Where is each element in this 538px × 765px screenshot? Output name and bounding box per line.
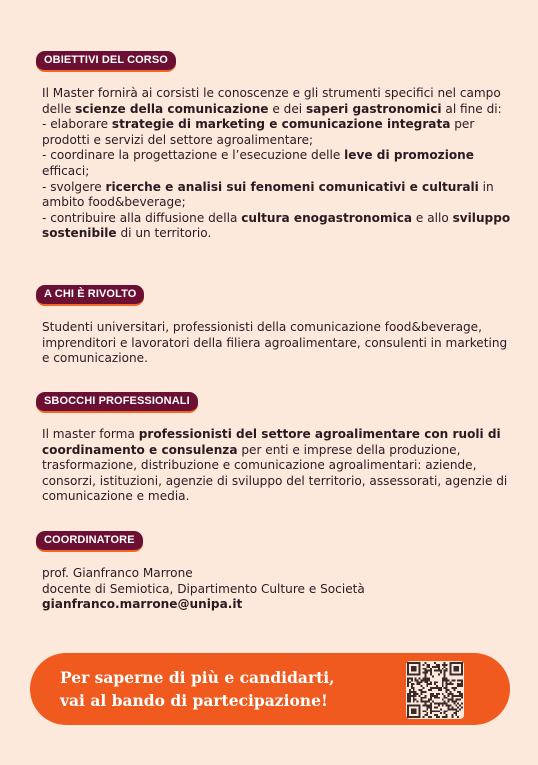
paragraph — [42, 180, 516, 211]
text-run: efficaci; — [42, 163, 90, 178]
text-run: prof. Gianfranco Marrone — [42, 566, 193, 580]
section-a-chi-e-rivolto — [36, 282, 516, 367]
text-run: e allo — [412, 210, 453, 225]
bold-text: leve di promozione — [344, 148, 474, 163]
paragraph — [42, 148, 516, 179]
bold-text: strategie di marketing e comunicazione integrata — [111, 117, 451, 132]
section-title-badge: SBOCCHI PROFESSIONALI — [36, 392, 198, 413]
section-title-badge: OBIETTIVI DEL CORSO — [36, 51, 176, 72]
paragraph — [42, 566, 516, 582]
text-run: per enti e imprese della produzione, trasformazione, distribuzione e comunicazione agroalimentari: aziende, consorzi, istituzioni, agenzie di sviluppo del territorio, assessorati, agenzie di comunicazione e media. — [42, 442, 508, 504]
cta-line-2: vai al bando di partecipazione! — [60, 691, 328, 710]
section-sbocchi-professionali — [36, 389, 516, 505]
text-run: Il master forma — [42, 427, 139, 441]
text-run: di un territorio. — [116, 226, 212, 241]
paragraph — [42, 86, 516, 117]
text-run: docente di Semiotica, Dipartimento Culture e Società — [42, 581, 365, 596]
section-body — [42, 86, 516, 242]
cta-banner[interactable] — [30, 653, 510, 725]
text-run: al fine di: — [441, 101, 502, 116]
paragraph — [42, 597, 516, 613]
section-body — [42, 566, 516, 613]
text-run: Studenti universitari, professionisti della comunicazione food&beverage, imprenditori e lavoratori della filiera agroalimentare, consulenti in marketing e comunicazione. — [42, 320, 508, 366]
section-title-badge: A CHI È RIVOLTO — [36, 285, 144, 306]
bold-text: ricerche e analisi sui fenomeni comunicativi e culturali — [105, 179, 479, 194]
bold-text: gianfranco.marrone@unipa.it — [42, 597, 243, 612]
qr-code-icon[interactable] — [406, 661, 464, 719]
section-body — [42, 427, 516, 505]
cta-text — [60, 666, 335, 712]
text-run: in ambito food&beverage; — [42, 179, 494, 210]
text-run: - svolgere — [42, 179, 106, 194]
text-run: e dei — [268, 101, 306, 116]
text-run: - contribuire alla diffusione della — [42, 210, 242, 225]
section-coordinatore — [36, 528, 516, 613]
bold-text: scienze della comunicazione — [75, 101, 269, 116]
paragraph — [42, 582, 516, 598]
paragraph — [42, 117, 516, 148]
paragraph — [42, 320, 516, 367]
bold-text: sviluppo sostenibile — [42, 210, 511, 241]
text-run: - coordinare la progettazione e l’esecuzione delle — [42, 148, 345, 163]
section-title-badge: COORDINATORE — [36, 531, 143, 552]
bold-text: professionisti del settore agroalimentare con ruoli di coordinamento e consulenza — [42, 427, 501, 457]
section-obiettivi — [36, 48, 516, 242]
text-run: - elaborare — [42, 117, 112, 132]
cta-line-1: Per saperne di più e candidarti, — [60, 668, 335, 687]
text-run: per prodotti e servizi del settore agroalimentare; — [42, 117, 475, 147]
paragraph — [42, 427, 516, 505]
paragraph — [42, 211, 516, 242]
bold-text: cultura enogastronomica — [241, 210, 413, 225]
text-run: Il Master fornirà ai corsisti le conoscenze e gli strumenti specifici nel campo delle — [42, 86, 501, 116]
bold-text: saperi gastronomici — [305, 101, 442, 116]
section-body — [42, 320, 516, 367]
